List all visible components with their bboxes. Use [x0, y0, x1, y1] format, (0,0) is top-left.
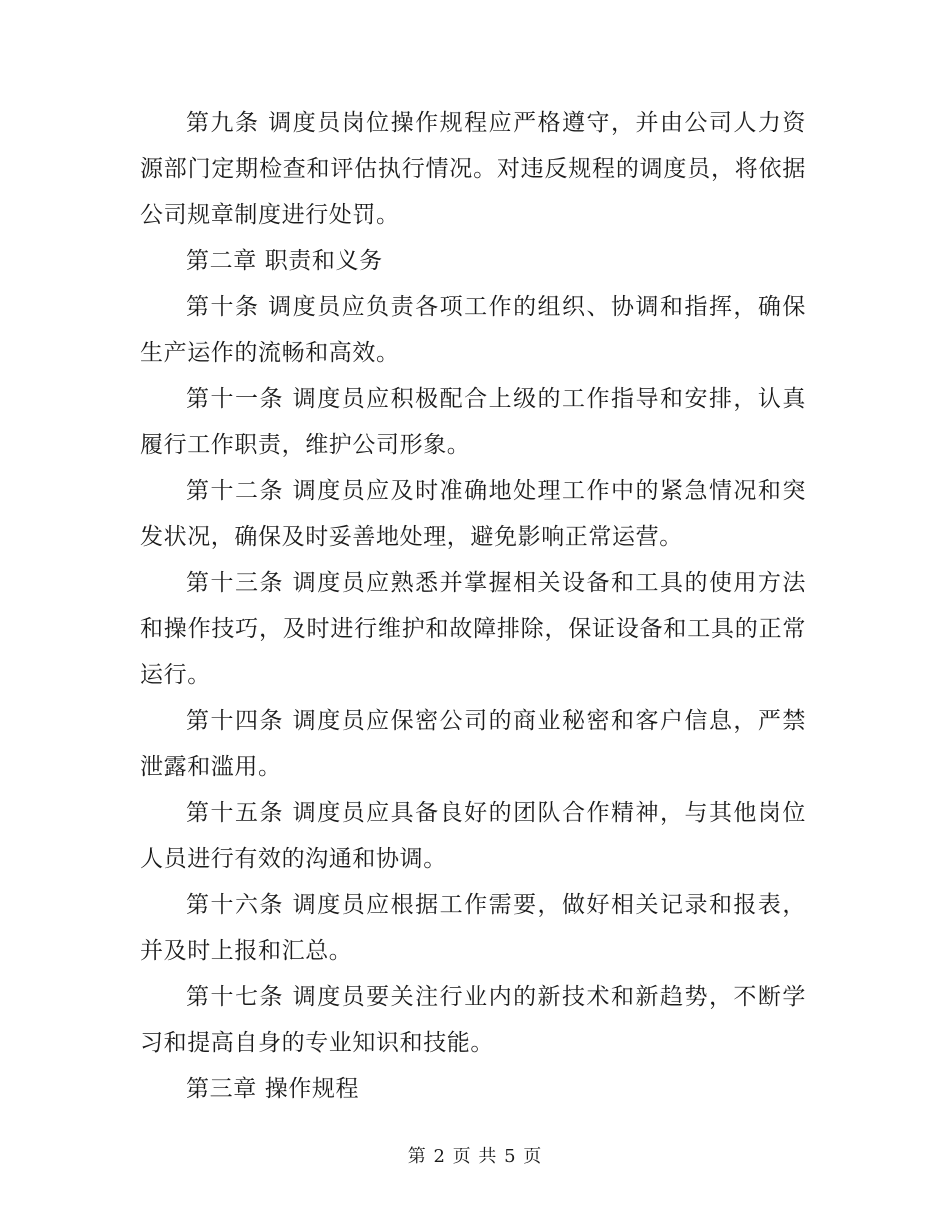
- article-15: 第十五条 调度员应具备良好的团队合作精神，与其他岗位人员进行有效的沟通和协调。: [140, 800, 806, 872]
- article-17: 第十七条 调度员要关注行业内的新技术和新趋势，不断学习和提高自身的专业知识和技能。: [140, 984, 806, 1056]
- article-11: 第十一条 调度员应积极配合上级的工作指导和安排，认真履行工作职责，维护公司形象。: [140, 386, 806, 458]
- article-16: 第十六条 调度员应根据工作需要，做好相关记录和报表，并及时上报和汇总。: [140, 892, 806, 964]
- page-footer: 第 2 页 共 5 页: [407, 1146, 543, 1167]
- article-13: 第十三条 调度员应熟悉并掌握相关设备和工具的使用方法和操作技巧，及时进行维护和故障排除，保证设备和工具的正常运行。: [140, 570, 806, 688]
- article-10: 第十条 调度员应负责各项工作的组织、协调和指挥，确保生产运作的流畅和高效。: [140, 294, 806, 366]
- document-body: [140, 100, 806, 1112]
- chapter-3-heading: 第三章 操作规程: [186, 1076, 360, 1102]
- chapter-2-heading: 第二章 职责和义务: [186, 248, 383, 274]
- article-12: 第十二条 调度员应及时准确地处理工作中的紧急情况和突发状况，确保及时妥善地处理，避免影响正常运营。: [140, 478, 806, 550]
- article-9: 第九条 调度员岗位操作规程应严格遵守，并由公司人力资源部门定期检查和评估执行情况。对违反规程的调度员，将依据公司规章制度进行处罚。: [140, 110, 806, 228]
- article-14: 第十四条 调度员应保密公司的商业秘密和客户信息，严禁泄露和滥用。: [140, 708, 806, 780]
